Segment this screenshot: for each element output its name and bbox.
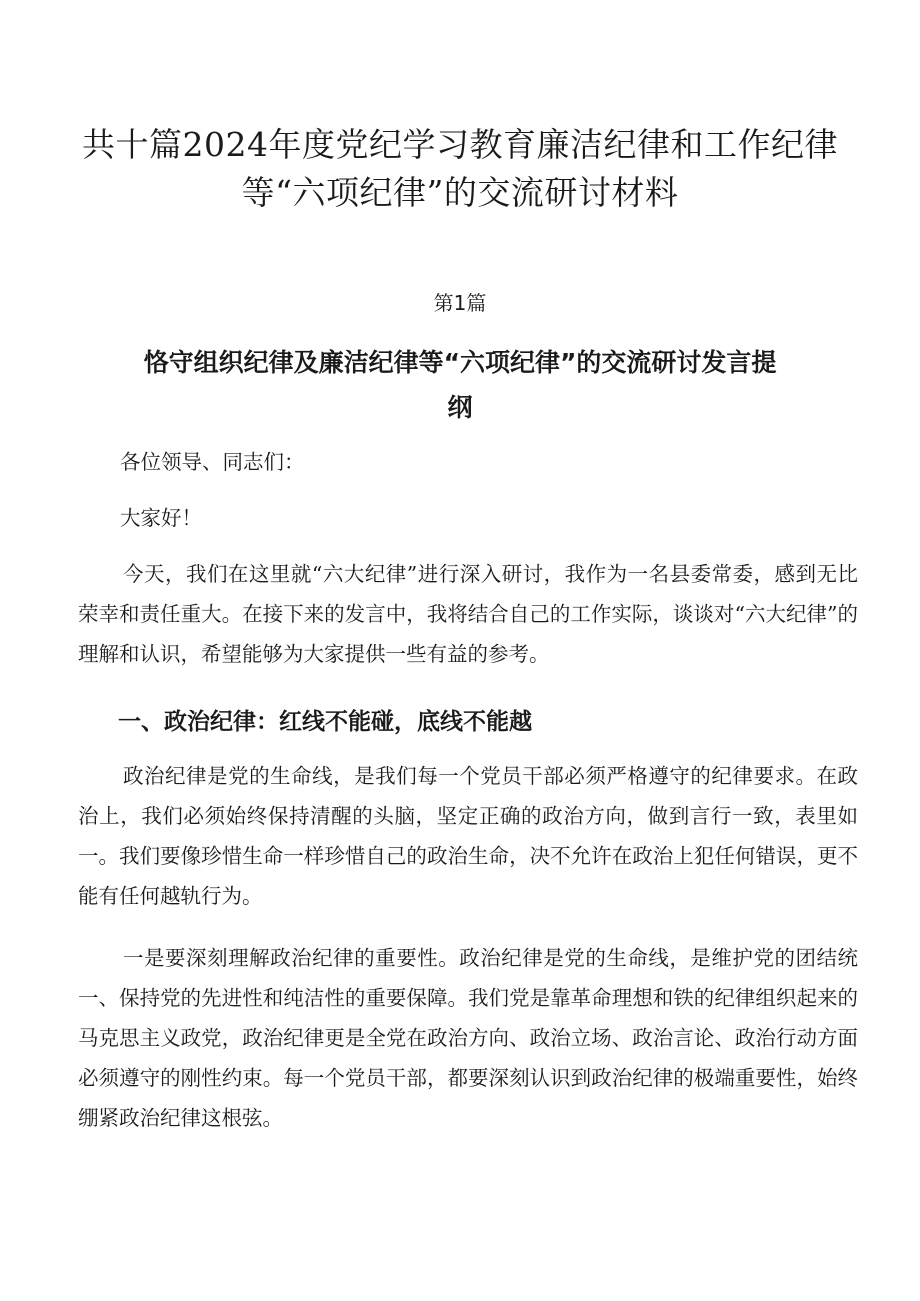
- first-point-paragraph: 一是要深刻理解政治纪律的重要性。政治纪律是党的生命线，是维护党的团结统一、保持党的先进性和纯洁性的重要保障。我们党是靠革命理想和铁的纪律组织起来的马克思主义政党，政治纪律更是全党在政治方向、政治立场、政治言论、政治行动方面必须遵守的刚性约束。每一个党员干部，都要深刻认识到政治纪律的极端重要性，始终绷紧政治纪律这根弦。: [78, 946, 858, 1130]
- section-heading-political-discipline: 一、政治纪律：红线不能碰，底线不能越: [118, 709, 532, 735]
- section-label: 第1篇: [433, 291, 487, 315]
- political-discipline-paragraph: 政治纪律是党的生命线，是我们每一个党员干部必须严格遵守的纪律要求。在政治上，我们必须始终保持清醒的头脑，坚定正确的政治方向，做到言行一致，表里如一。我们要像珍惜生命一样珍惜自己的政治生命，决不允许在政治上犯任何错误，更不能有任何越轨行为。: [78, 764, 858, 908]
- document-title-line-1: 共十篇2024年度党纪学习教育廉洁纪律和工作纪律: [82, 125, 838, 164]
- subtitle-line-1: 恪守组织纪律及廉洁纪律等“六项纪律”的交流研讨发言提: [143, 348, 777, 377]
- greeting: 各位领导、同志们：: [120, 450, 305, 474]
- document-title-line-2: 等“六项纪律”的交流研讨材料: [241, 173, 679, 212]
- hello-line: 大家好！: [120, 506, 202, 530]
- subtitle-line-2: 纲: [447, 393, 473, 422]
- intro-paragraph: 今天，我们在这里就“六大纪律”进行深入研讨，我作为一名县委常委，感到无比荣幸和责任重大。在接下来的发言中，我将结合自己的工作实际，谈谈对“六大纪律”的理解和认识，希望能够为大家提供一些有益的参考。: [78, 562, 858, 666]
